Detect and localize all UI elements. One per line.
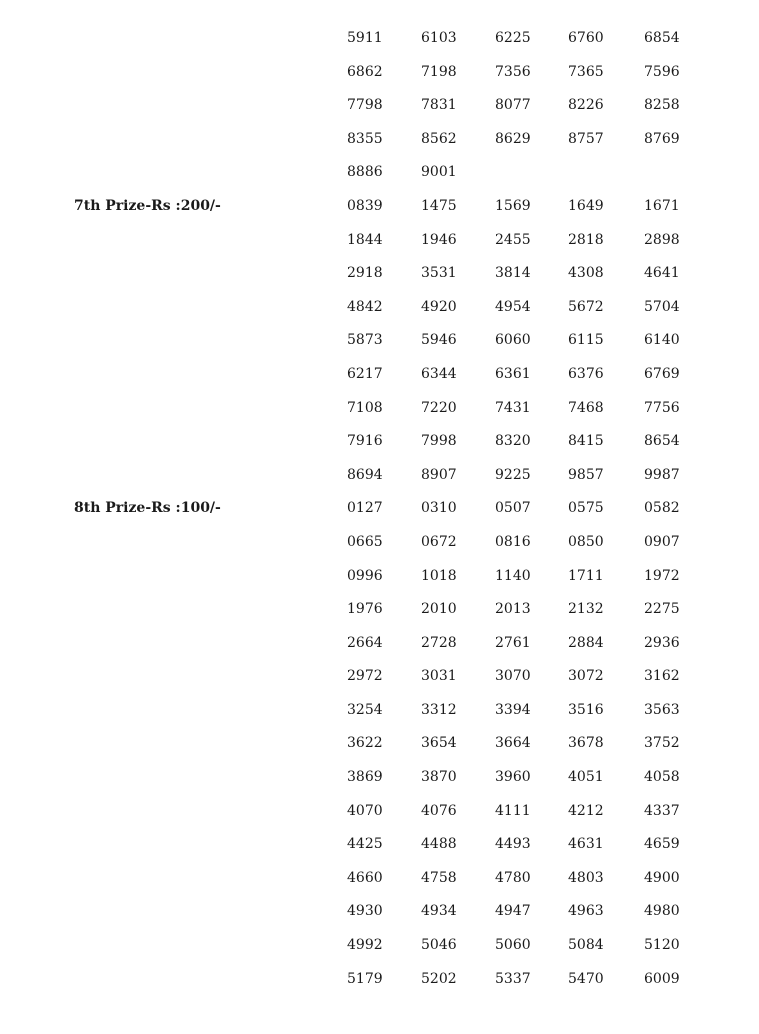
- winning-number: 7831: [421, 97, 457, 114]
- winning-number: 4660: [347, 869, 383, 886]
- winning-number: 1475: [421, 197, 457, 214]
- winning-number: 8654: [644, 433, 680, 450]
- winning-number: 5202: [421, 970, 457, 987]
- winning-number: 4337: [644, 802, 680, 819]
- winning-number: 4058: [644, 769, 680, 786]
- winning-number: 9225: [495, 466, 531, 483]
- winning-number: 8226: [568, 97, 604, 114]
- results-row: [0, 694, 759, 728]
- results-row: [0, 392, 759, 426]
- winning-number: 4947: [495, 903, 531, 920]
- winning-number: 8415: [568, 433, 604, 450]
- winning-number: 0907: [644, 533, 680, 550]
- winning-number: 5470: [568, 970, 604, 987]
- results-row: [0, 123, 759, 157]
- winning-number: 2898: [644, 231, 680, 248]
- winning-number: 2818: [568, 231, 604, 248]
- winning-number: 5060: [495, 937, 531, 954]
- winning-number: 4070: [347, 802, 383, 819]
- winning-number: 1972: [644, 567, 680, 584]
- winning-number: 0575: [568, 500, 604, 517]
- winning-number: 3664: [495, 735, 531, 752]
- winning-number: 0816: [495, 533, 531, 550]
- winning-number: 6769: [644, 365, 680, 382]
- winning-number: 5946: [421, 332, 457, 349]
- winning-number: 8562: [421, 130, 457, 147]
- winning-number: 2010: [421, 601, 457, 618]
- winning-number: 4992: [347, 937, 383, 954]
- winning-number: 3531: [421, 265, 457, 282]
- results-row: [0, 895, 759, 929]
- winning-number: 3031: [421, 668, 457, 685]
- winning-number: 3162: [644, 668, 680, 685]
- winning-number: 5337: [495, 970, 531, 987]
- winning-number: 0839: [347, 197, 383, 214]
- winning-number: 0310: [421, 500, 457, 517]
- winning-number: 0582: [644, 500, 680, 517]
- winning-number: 8769: [644, 130, 680, 147]
- winning-number: 8355: [347, 130, 383, 147]
- winning-number: 2013: [495, 601, 531, 618]
- winning-number: 6376: [568, 365, 604, 382]
- winning-number: 4308: [568, 265, 604, 282]
- results-row: [0, 190, 759, 224]
- winning-number: 3654: [421, 735, 457, 752]
- winning-number: 7998: [421, 433, 457, 450]
- winning-number: 9987: [644, 466, 680, 483]
- results-row: [0, 425, 759, 459]
- winning-number: 2664: [347, 634, 383, 651]
- winning-number: 1140: [495, 567, 531, 584]
- winning-number: 8886: [347, 164, 383, 181]
- winning-number: 1976: [347, 601, 383, 618]
- winning-number: 2455: [495, 231, 531, 248]
- winning-number: 4930: [347, 903, 383, 920]
- winning-number: 4900: [644, 869, 680, 886]
- winning-number: 7798: [347, 97, 383, 114]
- prize-tier-label: 7th Prize-Rs :200/-: [74, 197, 221, 214]
- winning-number: 5672: [568, 298, 604, 315]
- winning-number: 2275: [644, 601, 680, 618]
- winning-number: 1569: [495, 197, 531, 214]
- winning-number: 4920: [421, 298, 457, 315]
- winning-number: 2132: [568, 601, 604, 618]
- winning-number: 3960: [495, 769, 531, 786]
- winning-number: 6115: [568, 332, 604, 349]
- winning-number: 3312: [421, 701, 457, 718]
- winning-number: 8629: [495, 130, 531, 147]
- winning-number: 4641: [644, 265, 680, 282]
- winning-number: 7198: [421, 63, 457, 80]
- winning-number: 7596: [644, 63, 680, 80]
- results-row: [0, 324, 759, 358]
- winning-number: 3563: [644, 701, 680, 718]
- winning-number: 3254: [347, 701, 383, 718]
- winning-number: 6217: [347, 365, 383, 382]
- results-row: [0, 22, 759, 56]
- winning-number: 3869: [347, 769, 383, 786]
- winning-number: 6140: [644, 332, 680, 349]
- winning-number: 4076: [421, 802, 457, 819]
- results-row: [0, 224, 759, 258]
- winning-number: 8077: [495, 97, 531, 114]
- results-row: [0, 593, 759, 627]
- winning-number: 7220: [421, 399, 457, 416]
- winning-number: 8694: [347, 466, 383, 483]
- winning-number: 6862: [347, 63, 383, 80]
- winning-number: 2936: [644, 634, 680, 651]
- winning-number: 5120: [644, 937, 680, 954]
- prize-tier-label: 8th Prize-Rs :100/-: [74, 500, 221, 517]
- results-row: [0, 257, 759, 291]
- results-row: [0, 89, 759, 123]
- results-row: [0, 156, 759, 190]
- winning-number: 7468: [568, 399, 604, 416]
- winning-number: 8258: [644, 97, 680, 114]
- winning-number: 2972: [347, 668, 383, 685]
- winning-number: 4758: [421, 869, 457, 886]
- results-row: [0, 795, 759, 829]
- winning-number: 4803: [568, 869, 604, 886]
- winning-number: 4980: [644, 903, 680, 920]
- winning-number: 5911: [347, 30, 383, 46]
- winning-number: 9857: [568, 466, 604, 483]
- winning-number: 1649: [568, 197, 604, 214]
- winning-number: 7916: [347, 433, 383, 450]
- winning-number: 4212: [568, 802, 604, 819]
- results-row: [0, 560, 759, 594]
- winning-number: 1711: [568, 567, 604, 584]
- winning-number: 5873: [347, 332, 383, 349]
- winning-number: 1018: [421, 567, 457, 584]
- winning-number: 4425: [347, 836, 383, 853]
- results-row: [0, 963, 759, 997]
- winning-number: 4488: [421, 836, 457, 853]
- winning-number: 3870: [421, 769, 457, 786]
- results-row: [0, 862, 759, 896]
- results-row: [0, 828, 759, 862]
- results-row: [0, 727, 759, 761]
- winning-number: 0665: [347, 533, 383, 550]
- winning-number: 7431: [495, 399, 531, 416]
- winning-number: 4954: [495, 298, 531, 315]
- winning-number: 3072: [568, 668, 604, 685]
- winning-number: 3678: [568, 735, 604, 752]
- winning-number: 3814: [495, 265, 531, 282]
- winning-number: 4493: [495, 836, 531, 853]
- winning-number: 0996: [347, 567, 383, 584]
- results-row: [0, 358, 759, 392]
- winning-number: 4842: [347, 298, 383, 315]
- winning-number: 5179: [347, 970, 383, 987]
- winning-number: 6060: [495, 332, 531, 349]
- prize-results-list: [0, 22, 759, 996]
- winning-number: 8757: [568, 130, 604, 147]
- winning-number: 4780: [495, 869, 531, 886]
- winning-number: 6854: [644, 30, 680, 46]
- winning-number: 3622: [347, 735, 383, 752]
- winning-number: 6009: [644, 970, 680, 987]
- winning-number: 7356: [495, 63, 531, 80]
- winning-number: 5084: [568, 937, 604, 954]
- winning-number: 2728: [421, 634, 457, 651]
- winning-number: 0127: [347, 500, 383, 517]
- winning-number: 0672: [421, 533, 457, 550]
- winning-number: 9001: [421, 164, 457, 181]
- winning-number: 6361: [495, 365, 531, 382]
- results-row: [0, 929, 759, 963]
- results-row: [0, 627, 759, 661]
- results-row: [0, 526, 759, 560]
- winning-number: 8320: [495, 433, 531, 450]
- winning-number: 3070: [495, 668, 531, 685]
- winning-number: 6344: [421, 365, 457, 382]
- winning-number: 0850: [568, 533, 604, 550]
- winning-number: 7756: [644, 399, 680, 416]
- winning-number: 4934: [421, 903, 457, 920]
- winning-number: 4659: [644, 836, 680, 853]
- winning-number: 6103: [421, 30, 457, 46]
- winning-number: 4963: [568, 903, 604, 920]
- results-row: [0, 56, 759, 90]
- winning-number: 8907: [421, 466, 457, 483]
- results-row: [0, 761, 759, 795]
- winning-number: 1844: [347, 231, 383, 248]
- winning-number: 4111: [495, 802, 531, 819]
- winning-number: 6225: [495, 30, 531, 46]
- winning-number: 7108: [347, 399, 383, 416]
- winning-number: 3516: [568, 701, 604, 718]
- winning-number: 0507: [495, 500, 531, 517]
- winning-number: 3752: [644, 735, 680, 752]
- winning-number: 7365: [568, 63, 604, 80]
- results-row: [0, 492, 759, 526]
- winning-number: 3394: [495, 701, 531, 718]
- results-row: [0, 660, 759, 694]
- results-row: [0, 459, 759, 493]
- winning-number: 5704: [644, 298, 680, 315]
- winning-number: 4631: [568, 836, 604, 853]
- winning-number: 4051: [568, 769, 604, 786]
- winning-number: 1671: [644, 197, 680, 214]
- results-row: [0, 291, 759, 325]
- winning-number: 1946: [421, 231, 457, 248]
- winning-number: 2761: [495, 634, 531, 651]
- winning-number: 5046: [421, 937, 457, 954]
- winning-number: 6760: [568, 30, 604, 46]
- winning-number: 2918: [347, 265, 383, 282]
- winning-number: 2884: [568, 634, 604, 651]
